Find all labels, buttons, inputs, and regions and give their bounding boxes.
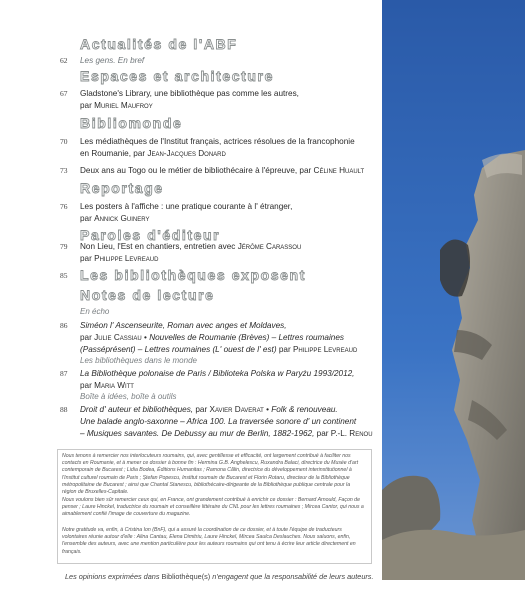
entry-text: Les gens. En bref [80,56,145,65]
bullet: • [144,333,147,342]
by-label: par [316,429,329,438]
entry-title: Nouvelles de Roumanie (Brèves) [149,333,270,342]
entry-text [80,368,375,392]
acknowledgements-paragraph: Nous tenons à remercier nos interlocuteurs roumains, qui, avec gentillesse et efficacité, ont largement contribué à faciliter nos contacts en Roumanie, et à mener ce dossier à bonne fin : Hermina G.B. Anghelescu, Ruxandra Balaci, directrice du Musée d'art contemporain de Bucarest ; Lidia Bodea, Éditions Humanitas ; Ramona Călin, directrice du développement interinstitutionnel à l'Institut culturel roumain de Paris ; Ștefan Popescu, Institut roumain de Bucarest et Florin Rotaru, directeur de la Bibliothèque métropolitaine de Bucarest ; ainsi que Chantal Stanescu, bibliothécaire-dirigeante de la Bibliothèque publique centrale pour la région de Bruxelles-Capitale. [62,453,359,496]
disclaimer-text: Les opinions exprimées dans [65,572,162,581]
entry-title: – Musiques savantes. De Debussy au mur de Berlin, 1882-1962, [80,429,315,438]
subheading-en-echo: En écho [80,307,110,316]
section-heading-espaces: Espaces et architecture [80,68,274,84]
author-name: Julie Cassiau [94,333,142,342]
entry-title: Lettres roumaines (L' ouest de l' est) [144,345,277,354]
by-label: par [80,381,92,390]
author-name: Maria Witt [94,381,134,390]
disclaimer-text: n'engagent que la responsabilité de leurs auteurs. [210,572,374,581]
entry-text [80,404,375,440]
entry-title: Une balade anglo-saxonne – Africa 100. La traversée sonore d' un continent [80,417,357,426]
entry-text: Siméon l' Ascenseurite, Roman avec anges et Moldaves, par Julie Cassiau • Nouvelles de Roumanie (Brèves) – Lettres roumaines (Passéprésent) – Lettres roumaines (L' ouest de l' est) par Philippe Levreaud [80,321,358,354]
page-number: 70 [60,137,68,146]
entry-title: Les médiathèques de l'Institut français, actrices résolues de la francophonie [80,137,355,146]
entry-title: Droit d' auteur et bibliothèques, [80,405,194,414]
entry-text [80,88,375,112]
entry-text [80,201,375,225]
entry-text [80,241,375,265]
toc-entry-79[interactable] [0,241,380,265]
entry-title: Folk & renouveau. [271,405,338,414]
author-name: Annick Guinery [94,214,150,223]
section-heading-notes: Notes de lecture [80,287,215,303]
author-name: Céline Huault [313,166,365,175]
bullet: • [266,405,269,414]
entry-text [80,136,375,160]
by-label: par [80,101,92,110]
entry-text [80,165,375,177]
by-label: par [195,405,208,414]
acknowledgements-paragraph: Notre gratitude va, enfin, à Cristina Ion (BnF), qui a assuré la coordination de ce dossier, et à toute l'équipe de traducteurs volontaires réunie autour d'elle : Alina Cantau, Elena Dimitriu, Laure Hinckel, Mircea Saulca Deslauches. Nous saluons, enfin, l'ensemble des auteurs, avec une mention particulière pour les auteurs roumains qui ont tenu à écrire leur article directement en français. [62,527,356,555]
entry-title: Les posters à l'affiche : une pratique courante à l' étranger, [80,202,293,211]
subheading-boite-idees: Boîte à idées, boîte à outils [80,392,177,401]
entry-title: Non Lieu, l'Est en chantiers, entretien avec [80,242,236,251]
entry-title: Siméon l' Ascenseurite, Roman avec anges et Moldaves, [80,321,287,330]
subheading-bibliotheques-monde: Les bibliothèques dans le monde [80,356,197,365]
toc-entry-87[interactable] [0,368,380,392]
sphinx-rock-image [382,0,525,580]
by-label: par [80,254,92,263]
section-heading-bibliomonde: Bibliomonde [80,115,183,131]
entry-title: Deux ans au Togo ou le métier de bibliothécaire à l'épreuve, par [80,166,312,175]
page-number: 67 [60,89,68,98]
toc-entry-76[interactable] [0,201,380,225]
page-number: 73 [60,166,68,175]
author-name: Philippe Levreaud [292,345,358,354]
page-number: 86 [60,321,68,330]
toc-entry-70[interactable] [0,136,380,160]
toc-entry-67[interactable] [0,88,380,112]
by-label: par [80,333,92,342]
magazine-name: Bibliothèque(s) [161,572,211,581]
author-name: Jérôme Carassou [237,242,302,251]
page-number: 85 [60,271,68,280]
page-number: 62 [60,56,68,65]
page-number: 76 [60,202,68,211]
entry-title-cont: en Roumanie, par [80,149,146,158]
author-name: Philippe Levreaud [94,254,159,263]
author-name: Muriel Maufroy [94,101,153,110]
entry-title: (Passéprésent) [80,345,136,354]
entry-title: Gladstone's Library, une bibliothèque pas comme les autres, [80,89,299,98]
by-label: par [278,345,291,354]
section-heading-reportage: Reportage [80,180,164,196]
page-number: 79 [60,242,68,251]
toc-entry-86[interactable] [0,320,380,356]
page-number: 88 [60,405,68,414]
author-name: Jean-Jacques Donard [147,149,226,158]
acknowledgements-paragraph: Nous voulons bien sûr remercier ceux qui, en France, ont grandement contribué à enrichir ce dossier : Bernard Arnould, Façon de penser ; Laure Hinckel, traductrice du roumain et conseillère littéraire du CNL pour les lettres roumaines ; Mircea Cantor, qui nous a aimablement confié l'image de couverture du magazine. [62,497,364,518]
page-number: 87 [60,369,68,378]
section-heading-paroles: Paroles d'éditeur [80,227,221,243]
disclaimer-footer [65,572,374,581]
entry-title: La Bibliothèque polonaise de Paris / Biblioteka Polska w Paryżu 1993/2012, [80,369,355,378]
sphinx-rock-photo [382,0,525,580]
author-name: P.-L. Renou [330,429,373,438]
section-heading-bibliotheques: Les bibliothèques exposent [80,267,306,283]
entry-title: Lettres roumaines [278,333,344,342]
section-heading-actualites: Actualités de l'ABF [80,36,238,52]
toc-entry-88[interactable] [0,404,380,442]
separator: – [269,333,279,342]
author-name: Xavier Daverat [209,405,264,414]
by-label: par [80,214,92,223]
